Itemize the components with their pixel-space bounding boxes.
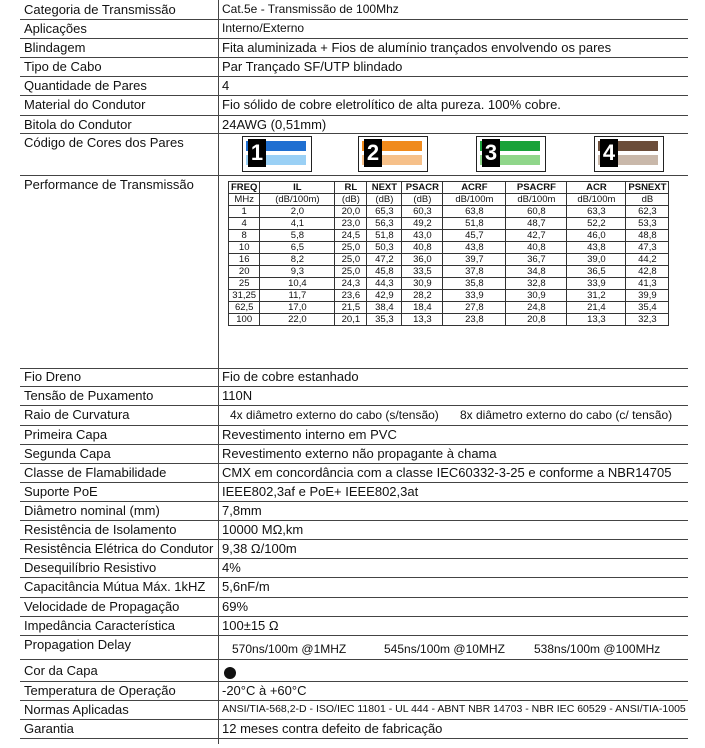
table-cell: 28,2 (402, 290, 443, 302)
table-cell: 43,0 (402, 230, 443, 242)
table-cell: 32,3 (626, 314, 669, 326)
row-label: Impedância Característica (24, 618, 176, 633)
table-cell: 44,3 (367, 278, 402, 290)
row-label: Diâmetro nominal (mm) (24, 503, 160, 518)
row-propagation-delay (20, 637, 688, 660)
table-row (229, 206, 669, 218)
row-label: Tensão de Puxamento (24, 388, 154, 403)
table-cell: 13,3 (567, 314, 626, 326)
row-label: Capacitância Mútua Máx. 1kHZ (24, 579, 206, 594)
row-label: Aplicações (24, 21, 87, 36)
table-cell: 2,0 (260, 206, 335, 218)
row-raio (20, 407, 688, 426)
table-cell: 39,9 (626, 290, 669, 302)
row-value: Fio de cobre estanhado (222, 369, 359, 384)
row-suporte-poe (20, 484, 688, 502)
row-label: Blindagem (24, 40, 86, 55)
row-fio-dreno (20, 369, 688, 387)
table-cell: 51,8 (367, 230, 402, 242)
row-value: 24AWG (0,51mm) (222, 117, 327, 132)
pair-1-number: 1 (248, 139, 266, 167)
table-cell: 23,6 (335, 290, 367, 302)
table-cell: 4 (229, 218, 260, 230)
table-cell: 24,3 (335, 278, 367, 290)
col-header: FREQ (229, 182, 260, 194)
table-row (229, 254, 669, 266)
row-value: Revestimento interno em PVC (222, 427, 397, 442)
table-row (229, 242, 669, 254)
row-isolamento (20, 522, 688, 540)
table-cell: 44,2 (626, 254, 669, 266)
pair-4-number: 4 (600, 139, 618, 167)
table-row (229, 290, 669, 302)
table-cell: 17,0 (260, 302, 335, 314)
col-header: PSNEXT (626, 182, 669, 194)
table-cell: 42,7 (506, 230, 567, 242)
table-cell: 48,8 (626, 230, 669, 242)
col-unit: (dB) (367, 194, 402, 206)
cable-color-swatch (224, 664, 236, 679)
table-cell: 8,2 (260, 254, 335, 266)
row-value: Cat.5e - Transmissão de 100Mhz (222, 2, 399, 16)
row-value: Par Trançado SF/UTP blindado (222, 59, 403, 74)
row-label: Primeira Capa (24, 427, 108, 442)
table-cell: 47,2 (367, 254, 402, 266)
row-categoria (20, 2, 688, 20)
table-cell: 9,3 (260, 266, 335, 278)
row-value-c: 538ns/100m @100MHz (534, 642, 661, 656)
color-dot-icon (224, 667, 236, 679)
row-quantidade-pares (20, 78, 688, 96)
row-value: Fio sólido de cobre eletrolítico de alta pureza. 100% cobre. (222, 97, 561, 112)
table-cell: 65,3 (367, 206, 402, 218)
table-cell: 36,0 (402, 254, 443, 266)
table-cell: 100 (229, 314, 260, 326)
table-cell: 62,3 (626, 206, 669, 218)
row-value: CMX em concordância com a classe IEC60332-3-25 e conforme a NBR14705 (222, 465, 672, 480)
table-cell: 45,7 (443, 230, 506, 242)
row-value: Revestimento externo não propagante à chama (222, 446, 497, 461)
table-cell: 42,9 (367, 290, 402, 302)
row-value: 110N (222, 388, 253, 403)
pair-2-icon (358, 136, 428, 172)
row-label: Resistência de Isolamento (24, 522, 177, 537)
table-cell: 52,2 (567, 218, 626, 230)
table-row (229, 302, 669, 314)
row-codigo-cores (20, 135, 688, 176)
table-cell: 23,0 (335, 218, 367, 230)
col-header: ACR (567, 182, 626, 194)
table-cell: 41,3 (626, 278, 669, 290)
row-normas (20, 702, 688, 720)
col-unit: dB/100m (506, 194, 567, 206)
table-cell: 46,0 (567, 230, 626, 242)
table-cell: 25,0 (335, 266, 367, 278)
row-impedancia (20, 618, 688, 636)
row-value: 10000 MΩ,km (222, 522, 304, 537)
pair-2-number: 2 (364, 139, 382, 167)
table-cell: 33,9 (443, 290, 506, 302)
table-cell: 20,8 (506, 314, 567, 326)
row-primeira-capa (20, 427, 688, 445)
table-cell: 25,0 (335, 254, 367, 266)
col-unit: dB/100m (443, 194, 506, 206)
table-cell: 53,3 (626, 218, 669, 230)
row-aplicacoes (20, 21, 688, 39)
row-value: 9,38 Ω/100m (222, 541, 297, 556)
table-cell: 21,5 (335, 302, 367, 314)
table-cell: 63,8 (443, 206, 506, 218)
table-cell: 40,8 (402, 242, 443, 254)
col-header: ACRF (443, 182, 506, 194)
row-value: IEEE802,3af e PoE+ IEEE802,3at (222, 484, 419, 499)
row-label: Código de Cores dos Pares (24, 135, 184, 150)
table-cell: 33,9 (567, 278, 626, 290)
table-cell: 39,0 (567, 254, 626, 266)
row-value-a: 570ns/100m @1MHZ (232, 642, 347, 656)
table-row (229, 218, 669, 230)
pair-1-icon (242, 136, 312, 172)
table-cell: 43,8 (443, 242, 506, 254)
table-cell: 35,8 (443, 278, 506, 290)
row-label: Fio Dreno (24, 369, 82, 384)
pair-4-icon (594, 136, 664, 172)
table-row (229, 278, 669, 290)
table-row (229, 230, 669, 242)
table-row (229, 314, 669, 326)
table-cell: 10 (229, 242, 260, 254)
table-cell: 38,4 (367, 302, 402, 314)
table-cell: 47,3 (626, 242, 669, 254)
table-cell: 63,3 (567, 206, 626, 218)
table-cell: 20,1 (335, 314, 367, 326)
row-label: Bitola do Condutor (24, 117, 132, 132)
row-classe-flamabilidade (20, 465, 688, 483)
col-unit: dB/100m (567, 194, 626, 206)
table-cell: 1 (229, 206, 260, 218)
table-cell: 13,3 (402, 314, 443, 326)
table-cell: 24,5 (335, 230, 367, 242)
col-header: NEXT (367, 182, 402, 194)
col-unit: (dB) (402, 194, 443, 206)
row-resistencia-eletrica (20, 541, 688, 559)
table-cell: 30,9 (506, 290, 567, 302)
row-tensao (20, 388, 688, 406)
row-label: Resistência Elétrica do Condutor (24, 541, 214, 556)
row-label: Categoria de Transmissão (24, 2, 176, 17)
table-header-row (229, 182, 669, 194)
row-temperatura (20, 683, 688, 701)
table-cell: 62,5 (229, 302, 260, 314)
performance-table (228, 181, 669, 326)
row-label: Propagation Delay (24, 637, 131, 652)
table-cell: 56,3 (367, 218, 402, 230)
table-cell: 50,3 (367, 242, 402, 254)
col-unit: (dB/100m) (260, 194, 335, 206)
table-cell: 37,8 (443, 266, 506, 278)
row-value-b: 545ns/100m @10MHZ (384, 642, 505, 656)
row-desequilibrio (20, 560, 688, 578)
row-value: Interno/Externo (222, 21, 305, 35)
table-cell: 48,7 (506, 218, 567, 230)
row-label: Suporte PoE (24, 484, 98, 499)
table-cell: 21,4 (567, 302, 626, 314)
row-label: Raio de Curvatura (24, 407, 130, 422)
row-cor-capa (20, 661, 688, 682)
row-label: Classe de Flamabilidade (24, 465, 167, 480)
row-garantia (20, 721, 688, 739)
table-cell: 31,25 (229, 290, 260, 302)
col-header: PSACRF (506, 182, 567, 194)
row-label: Garantia (24, 721, 74, 736)
table-cell: 45,8 (367, 266, 402, 278)
row-value: -20°C à +60°C (222, 683, 307, 698)
performance-table-body (229, 206, 669, 326)
row-blindagem (20, 40, 688, 58)
table-cell: 51,8 (443, 218, 506, 230)
table-cell: 20,0 (335, 206, 367, 218)
row-value: 69% (222, 599, 249, 614)
table-cell: 5,8 (260, 230, 335, 242)
col-unit: (dB) (335, 194, 367, 206)
table-cell: 43,8 (567, 242, 626, 254)
table-cell: 18,4 (402, 302, 443, 314)
table-cell: 60,3 (402, 206, 443, 218)
table-cell: 36,5 (567, 266, 626, 278)
row-label: Desequilíbrio Resistivo (24, 560, 157, 575)
table-cell: 36,7 (506, 254, 567, 266)
table-cell: 24,8 (506, 302, 567, 314)
row-label: Cor da Capa (24, 663, 98, 678)
table-cell: 60,8 (506, 206, 567, 218)
table-cell: 4,1 (260, 218, 335, 230)
row-value: 100±15 Ω (222, 618, 279, 633)
row-label: Performance de Transmissão (24, 177, 194, 192)
row-value: 4 (222, 78, 230, 93)
col-header: IL (260, 182, 335, 194)
col-header: PSACR (402, 182, 443, 194)
col-unit: dB (626, 194, 669, 206)
row-value-b: 8x diâmetro externo do cabo (c/ tensão) (460, 408, 673, 422)
row-capacitancia (20, 579, 688, 598)
row-value: 7,8mm (222, 503, 262, 518)
table-cell: 16 (229, 254, 260, 266)
col-unit: MHz (229, 194, 260, 206)
table-cell: 31,2 (567, 290, 626, 302)
row-velocidade (20, 599, 688, 617)
table-cell: 25 (229, 278, 260, 290)
table-cell: 34,8 (506, 266, 567, 278)
table-units-row (229, 194, 669, 206)
table-row (229, 266, 669, 278)
pair-3-icon (476, 136, 546, 172)
table-cell: 49,2 (402, 218, 443, 230)
row-value: 4% (222, 560, 241, 575)
row-label: Normas Aplicadas (24, 702, 129, 717)
row-diametro (20, 503, 688, 521)
row-tipo-cabo (20, 59, 688, 77)
row-label: Tipo de Cabo (24, 59, 102, 74)
table-cell: 39,7 (443, 254, 506, 266)
table-cell: 6,5 (260, 242, 335, 254)
row-label: Segunda Capa (24, 446, 111, 461)
row-label: Temperatura de Operação (24, 683, 176, 698)
row-value: Fita aluminizada + Fios de alumínio trançados envolvendo os pares (222, 40, 612, 55)
table-cell: 42,8 (626, 266, 669, 278)
table-cell: 23,8 (443, 314, 506, 326)
row-segunda-capa (20, 446, 688, 464)
row-label: Quantidade de Pares (24, 78, 147, 93)
table-cell: 11,7 (260, 290, 335, 302)
row-bitola (20, 117, 688, 134)
table-cell: 25,0 (335, 242, 367, 254)
table-cell: 33,5 (402, 266, 443, 278)
table-cell: 35,4 (626, 302, 669, 314)
row-label: Material do Condutor (24, 97, 146, 112)
col-header: RL (335, 182, 367, 194)
row-value-a: 4x diâmetro externo do cabo (s/tensão) (230, 408, 439, 422)
table-cell: 40,8 (506, 242, 567, 254)
table-cell: 30,9 (402, 278, 443, 290)
table-cell: 10,4 (260, 278, 335, 290)
table-cell: 35,3 (367, 314, 402, 326)
table-cell: 27,8 (443, 302, 506, 314)
table-cell: 32,8 (506, 278, 567, 290)
table-cell: 8 (229, 230, 260, 242)
row-label: Velocidade de Propagação (24, 599, 180, 614)
pair-3-number: 3 (482, 139, 500, 167)
row-material-condutor (20, 97, 688, 116)
row-value: 5,6nF/m (222, 579, 270, 594)
row-value: 12 meses contra defeito de fabricação (222, 721, 443, 736)
row-value: ANSI/TIA-568,2-D - ISO/IEC 11801 - UL 444 - ABNT NBR 14703 - NBR IEC 60529 - ANSI/TIA-1005 (222, 703, 686, 715)
table-cell: 20 (229, 266, 260, 278)
table-cell: 22,0 (260, 314, 335, 326)
